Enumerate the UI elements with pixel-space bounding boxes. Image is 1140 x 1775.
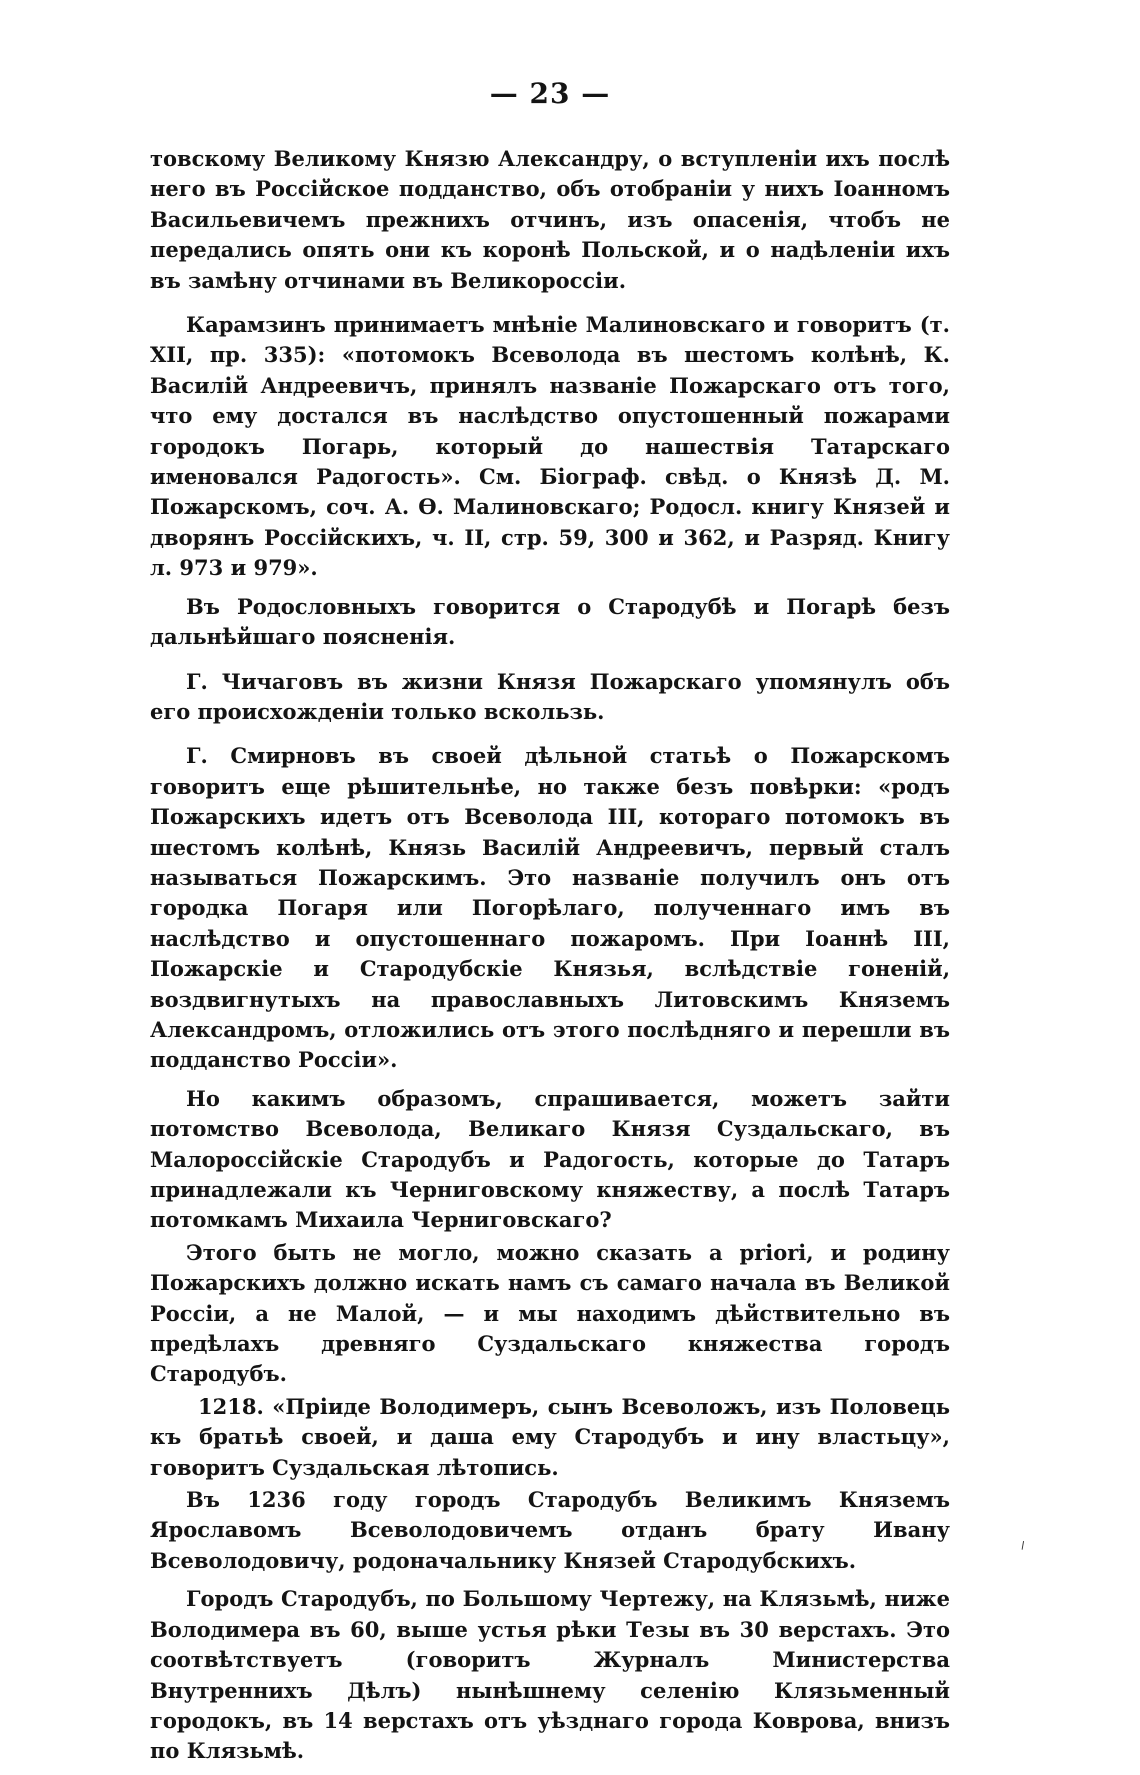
page-number: — 23 — xyxy=(489,77,611,110)
book-page xyxy=(150,74,950,1775)
stray-ink-mark: ⸝ xyxy=(1011,1531,1031,1554)
paragraph-a-priori: Этого быть не могло, можно сказать a priori, и родину Пожарскихъ должно искать намъ съ самаго начала въ Великой Россiи, а не Малой, — и мы находимъ дѣйствительно въ предѣлахъ древняго Суздальскаго княжества городъ Стародубъ. xyxy=(150,1239,950,1387)
paragraph-karamzin: Карамзинъ принимаетъ мнѣнiе Малиновскаго и говоритъ (т. XII, пр. 335): «потомокъ Всеволода въ шестомъ колѣнѣ, К. Василiй Андреевичъ, принялъ названiе Пожарскаго отъ того, что ему достался въ наслѣдство опустошенный пожарами городокъ Погарь, который до нашествiя Татарскаго именовался Радогость». См. Бiограф. свѣд. о Князѣ Д. М. Пожарскомъ, соч. А. Ѳ. Малиновскаго; Родосл. книгу Князей и дворянъ Россiйскихъ, ч. II, стр. 59, 300 и 362, и Разряд. Книгу л. 973 и 979». xyxy=(150,312,950,581)
paragraph-1218: 1218. «Прiиде Володимеръ, сынъ Всеволожъ, изъ Половець къ братьѣ своей, и даша ему Стародубъ и ину властьцу», говоритъ Суздальская лѣтопись. xyxy=(150,1393,950,1480)
paragraph-starodub-location: Городъ Стародубъ, по Большому Чертежу, на Клязьмѣ, ниже Володимера въ 60, выше устья рѣки Тезы въ 30 верстахъ. Это соотвѣтствуетъ (говоритъ Журналъ Министерства Внутреннихъ Дѣлъ) нынѣшнему селенiю Клязьменный городокъ, въ 14 верстахъ отъ уѣзднаго города Коврова, внизъ по Клязьмѣ. xyxy=(150,1586,950,1764)
paragraph-continuation: товскому Великому Князю Александру, о вступленiи ихъ послѣ него въ Россiйское подданство, объ отобранiи у нихъ Iоанномъ Васильевичемъ прежнихъ отчинъ, изъ опасенiя, чтобъ не передались опять они къ коронѣ Польской, и о надѣленiи ихъ въ замѣну отчинами въ Великороссiи. xyxy=(150,146,950,293)
paragraph-smirnov: Г. Смирновъ въ своей дѣльной статьѣ о Пожарскомъ говоритъ еще рѣшительнѣе, но также безъ повѣрки: «родъ Пожарскихъ идетъ отъ Всеволода III, котораго потомокъ въ шестомъ колѣнѣ, Князь Василiй Андреевичъ, первый сталъ называться Пожарскимъ. Это названiе получилъ онъ отъ городка Погаря или Погорѣлаго, полученнаго имъ въ наслѣдство и опустошеннаго пожаромъ. При Iоаннѣ III, Пожарскiе и Стародубскiе Князья, вслѣдствiе гоненiй, воздвигнутыхъ на православныхъ Литовскимъ Княземъ Александромъ, отложились отъ этого послѣдняго и перешли въ подданство Россiи». xyxy=(150,743,950,1073)
paragraph-rodoslovnye: Въ Родословныхъ говорится о Стародубѣ и Погарѣ безъ дальнѣйшаго поясненiя. xyxy=(150,593,950,650)
paragraph-1236: Въ 1236 году городъ Стародубъ Великимъ Княземъ Ярославомъ Всеволодовичемъ отданъ брату Ивану Всеволодовичу, родоначальнику Князей Стародубскихъ. xyxy=(150,1487,950,1573)
paragraph-question: Но какимъ образомъ, спрашивается, можетъ зайти потомство Всеволода, Великаго Князя Суздальскаго, въ Малороссiйскiе Стародубъ и Радогость, которые до Татаръ принадлежали къ Черниговскому княжеству, а послѣ Татаръ потомкамъ Михаила Черниговскаго? xyxy=(150,1085,950,1233)
paragraph-chichagov: Г. Чичаговъ въ жизни Князя Пожарскаго упомянулъ объ его происхожденiи только вскользь. xyxy=(150,668,950,724)
